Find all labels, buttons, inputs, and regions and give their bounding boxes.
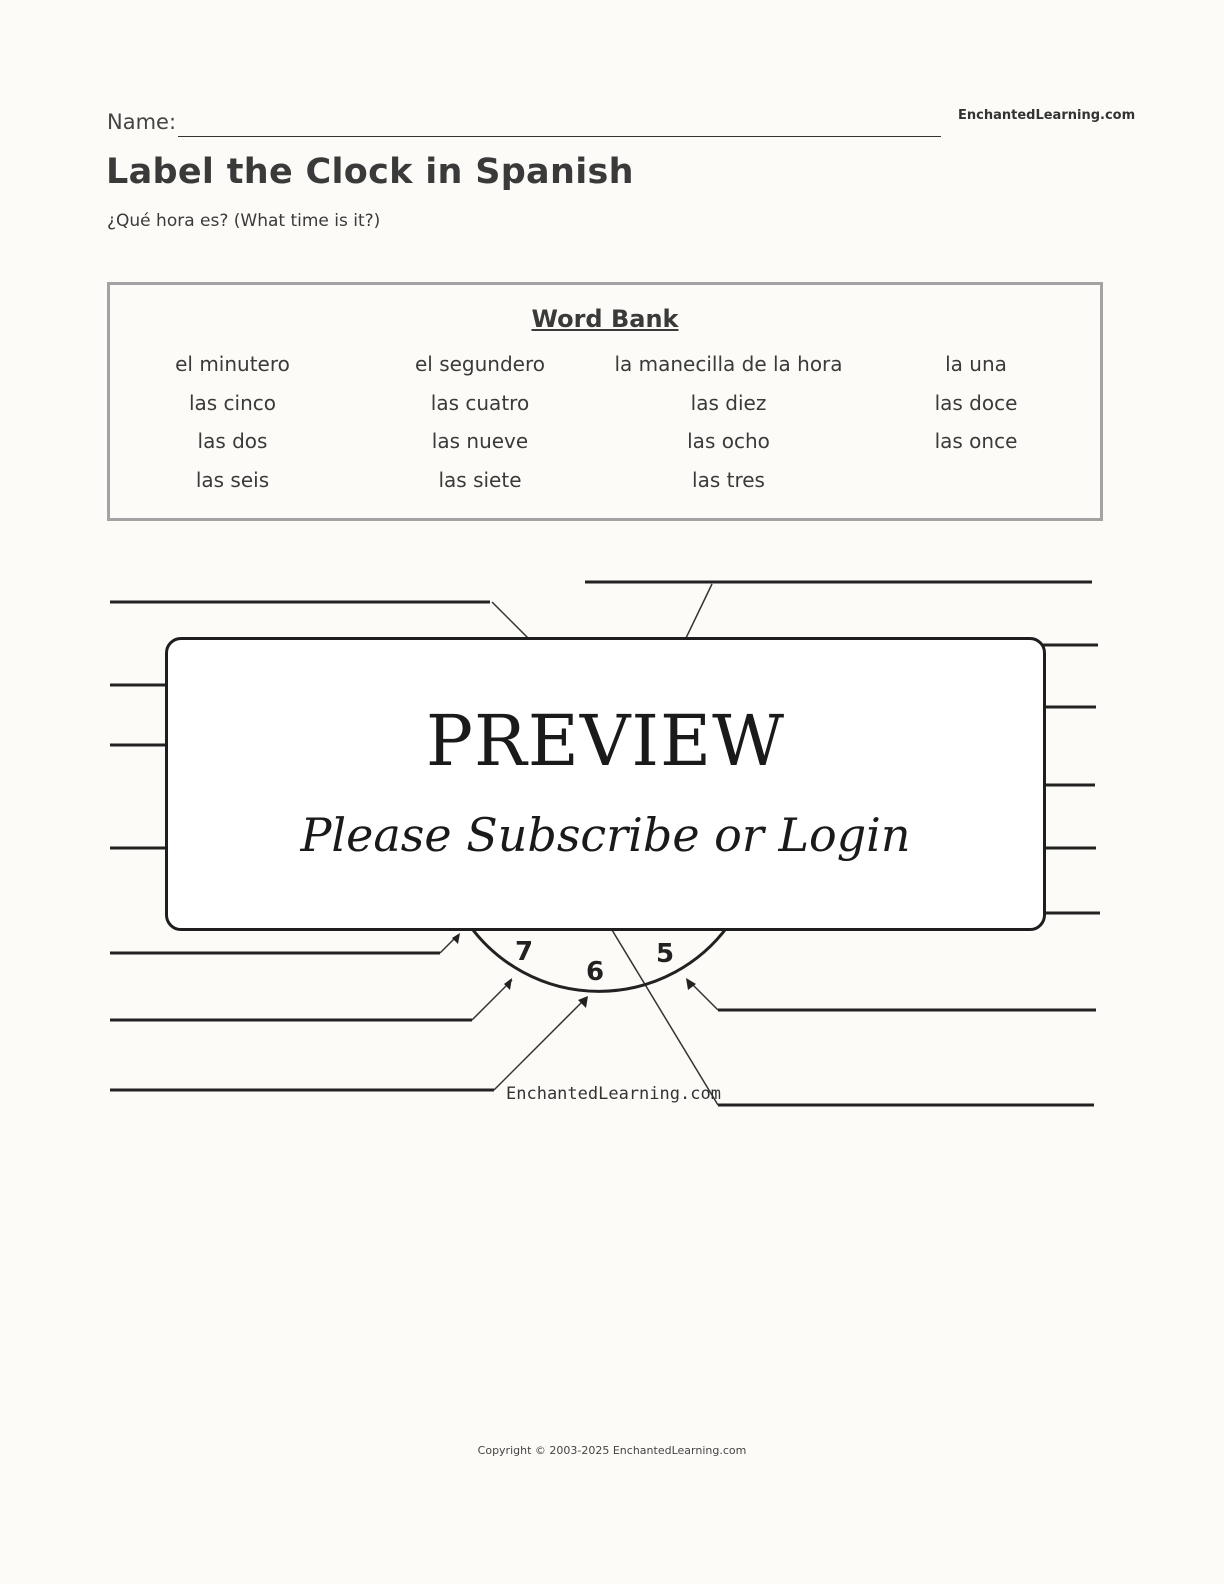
leader-line bbox=[492, 602, 528, 638]
word-bank-word: las ocho bbox=[687, 429, 770, 454]
word-bank-word: la una bbox=[945, 352, 1007, 376]
word-bank-word: las cinco bbox=[188, 390, 277, 415]
word-bank-word: las cuatro bbox=[430, 390, 530, 415]
arrowhead bbox=[452, 933, 460, 944]
arrowhead bbox=[686, 978, 696, 990]
preview-subtitle[interactable]: Please Subscribe or Login bbox=[300, 808, 911, 862]
word-bank-word: el minutero bbox=[175, 352, 290, 376]
diagram-watermark: EnchantedLearning.com bbox=[506, 1084, 721, 1104]
arrowhead bbox=[504, 978, 512, 990]
word-bank-word: las tres bbox=[692, 468, 765, 493]
word-bank-word: el segundero bbox=[414, 352, 545, 376]
leader-line bbox=[686, 584, 712, 638]
leader-line bbox=[494, 998, 586, 1090]
word-bank-word: las siete bbox=[438, 468, 522, 493]
word-bank-word: las dos bbox=[197, 429, 268, 454]
site-brand[interactable]: EnchantedLearning.com bbox=[958, 108, 1136, 123]
word-bank-word: las seis bbox=[195, 468, 270, 493]
preview-title: PREVIEW bbox=[425, 700, 786, 782]
arrowhead bbox=[578, 996, 588, 1008]
word-bank-grid bbox=[110, 345, 1100, 500]
word-bank-word: las doce bbox=[934, 390, 1018, 415]
copyright: Copyright © 2003-2025 EnchantedLearning.com bbox=[477, 1444, 747, 1457]
word-bank-word: las nueve bbox=[431, 429, 529, 454]
clock-number-5: 5 bbox=[656, 939, 675, 969]
preview-overlay[interactable] bbox=[165, 637, 1046, 931]
clock-number-6: 6 bbox=[586, 957, 605, 987]
word-bank bbox=[107, 282, 1103, 521]
word-bank-word: las once bbox=[934, 429, 1018, 454]
name-label: Name: bbox=[107, 110, 177, 134]
name-line[interactable] bbox=[178, 136, 941, 137]
word-bank-word: las diez bbox=[690, 390, 767, 415]
page-title: Label the Clock in Spanish bbox=[106, 152, 634, 192]
word-bank-title: Word Bank bbox=[531, 305, 679, 333]
word-bank-word: la manecilla de la hora bbox=[614, 352, 843, 376]
page-subtitle: ¿Qué hora es? (What time is it?) bbox=[107, 211, 381, 231]
clock-number-7: 7 bbox=[515, 937, 534, 967]
